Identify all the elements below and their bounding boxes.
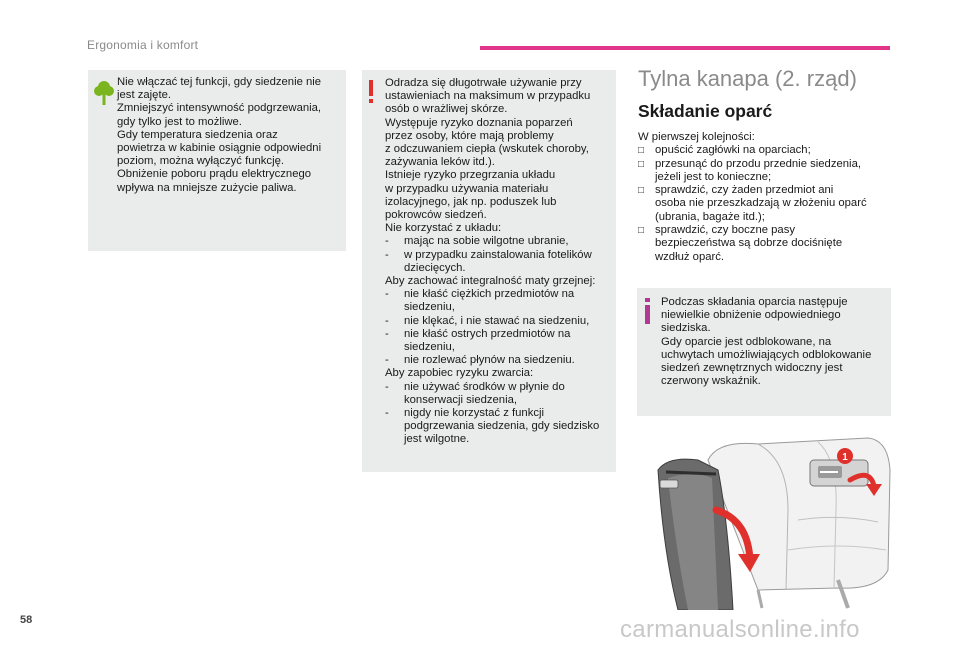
warning-text-line: Odradza się długotrwałe używanie przy: [385, 77, 582, 89]
warning-text-line: ustawieniach na maksimum w przypadku: [385, 90, 591, 103]
info-text-line: siedzeń zewnętrznych widoczny jest: [661, 362, 843, 375]
warning-list-continuation: konserwacji siedzenia,: [404, 393, 518, 406]
warning-list-item: [385, 328, 610, 341]
warning-list-text: nie kłaść ostrych przedmiotów na: [404, 327, 571, 340]
warning-list-item: [385, 381, 610, 394]
eco-text-line: Obniżenie poboru prądu elektrycznego: [117, 168, 312, 181]
checklist-continuation: jeżeli jest to konieczne;: [655, 170, 772, 183]
eco-note-box: [88, 70, 346, 251]
eco-text-line: wpływa na mniejsze zużycie paliwa.: [117, 181, 297, 194]
warning-list-continuation: siedzeniu,: [404, 301, 455, 314]
checklist-text: opuścić zagłówki na oparciach;: [655, 144, 811, 157]
warning-list-continuation: dziecięcych.: [404, 261, 466, 274]
warning-exclamation-icon: [369, 80, 373, 104]
checklist-item: [638, 158, 898, 171]
warning-text-line: Występuje ryzyko doznania poparzeń: [385, 116, 573, 129]
checklist-continuation: osoba nie przeszkadzają w złożeniu oparć: [655, 197, 867, 210]
eco-text-line: gdy tylko jest to możliwe.: [117, 115, 242, 128]
warning-text-line: osób o wrażliwej skórze.: [385, 103, 508, 116]
warning-text-line: Aby zachować integralność maty grzejnej:: [385, 275, 596, 288]
checklist-text: sprawdzić, czy żaden przedmiot ani: [655, 184, 834, 197]
header-accent-line: [480, 46, 890, 50]
eco-tree-icon: [94, 80, 114, 106]
info-text-line: Podczas składania oparcia następuje: [661, 296, 848, 308]
dash-bullet: -: [385, 354, 389, 367]
watermark: carmanualsonline.info: [620, 616, 860, 643]
page-number: 58: [20, 614, 33, 626]
checklist-item: [638, 184, 898, 197]
dash-bullet: -: [385, 248, 389, 261]
warning-text-line: zażywania leków itd.).: [385, 156, 495, 169]
checklist-continuation: wzdłuż oparć.: [655, 250, 725, 263]
body-text: [638, 131, 898, 264]
checkbox-bullet-icon: □: [638, 145, 645, 157]
info-text-line: niewielkie obniżenie odpowiedniego: [661, 309, 841, 322]
warning-list-item: [385, 288, 610, 301]
dash-bullet: -: [385, 235, 389, 248]
eco-note-text: [117, 76, 340, 195]
eco-text-line: Gdy temperatura siedzenia oraz: [117, 128, 278, 141]
warning-list-text: nie używać środków w płynie do: [404, 380, 565, 393]
info-icon: [645, 298, 650, 324]
warning-note-box: [362, 70, 616, 472]
warning-note-text: [385, 77, 610, 447]
warning-text-line: w przypadku używania materiału: [385, 182, 549, 195]
info-text-line: siedziska.: [661, 322, 711, 335]
dash-bullet: -: [385, 288, 389, 301]
info-note-text: [661, 296, 885, 388]
warning-list-continuation: podgrzewania siedzenia, gdy siedzisko: [404, 420, 600, 433]
warning-list-text: nie kłaść ciężkich przedmiotów na: [404, 288, 575, 301]
checklist-item: [638, 144, 898, 157]
warning-text-line: izolacyjnego, jak np. poduszek lub: [385, 195, 557, 208]
eco-text-line: poziom, można wyłączyć funkcję.: [117, 155, 285, 168]
checklist-item: [638, 224, 898, 237]
rear-seat-folding-illustration: [638, 430, 891, 610]
warning-text-line: pokrowców siedzeń.: [385, 209, 487, 222]
warning-list-item: [385, 354, 610, 367]
warning-list-text: mając na sobie wilgotne ubranie,: [404, 235, 569, 248]
warning-text-line: Istnieje ryzyko przegrzania układu: [385, 169, 556, 182]
checkbox-bullet-icon: □: [638, 158, 645, 170]
checklist-text: przesunąć do przodu przednie siedzenia,: [655, 157, 861, 170]
warning-text-line: Nie korzystać z układu:: [385, 222, 502, 235]
warning-list-item: [385, 235, 610, 248]
warning-list-text: w przypadku zainstalowania fotelików: [404, 248, 592, 261]
section-title: Tylna kanapa (2. rząd): [638, 66, 857, 91]
warning-list-text: nie rozlewać płynów na siedzeniu.: [404, 354, 575, 367]
warning-text-line: Aby zapobiec ryzyku zwarcia:: [385, 367, 534, 380]
callout-number: 1: [842, 452, 848, 463]
warning-list-text: nigdy nie korzystać z funkcji: [404, 407, 545, 420]
checklist-continuation: bezpieczeństwa są dobrze dociśnięte: [655, 237, 843, 250]
eco-text-line: Zmniejszyć intensywność podgrzewania,: [117, 102, 322, 115]
info-text-line: Gdy oparcie jest odblokowane, na: [661, 335, 832, 348]
checkbox-bullet-icon: □: [638, 185, 645, 197]
dash-bullet: -: [385, 407, 389, 420]
checklist-continuation: (ubrania, bagaże itd.);: [655, 210, 765, 223]
info-text-line: uchwytach umożliwiających odblokowanie: [661, 348, 872, 361]
warning-text-line: z odczuwaniem ciepła (wskutek choroby,: [385, 143, 589, 156]
body-intro: W pierwszej kolejności:: [638, 131, 755, 143]
checklist-text: sprawdzić, czy boczne pasy: [655, 224, 796, 237]
warning-list-item: [385, 249, 610, 262]
eco-text-line: Nie włączać tej funkcji, gdy siedzenie nie: [117, 76, 322, 88]
subsection-title: Składanie oparć: [638, 101, 773, 121]
eco-text-line: powietrza w kabinie osiągnie odpowiedni: [117, 142, 322, 155]
warning-list-item: [385, 315, 610, 328]
info-note-box: [637, 288, 891, 416]
checklist: [638, 144, 898, 264]
dash-bullet: -: [385, 314, 389, 327]
eco-text-line: jest zajęte.: [117, 89, 172, 102]
info-text-line: czerwony wskaźnik.: [661, 375, 761, 388]
warning-list-item: [385, 407, 610, 420]
warning-text-line: przez osoby, które mają problemy: [385, 129, 554, 142]
dash-bullet: -: [385, 327, 389, 340]
warning-list-continuation: jest wilgotne.: [404, 433, 470, 446]
checkbox-bullet-icon: □: [638, 225, 645, 237]
warning-list-text: nie klękać, i nie stawać na siedzeniu,: [404, 314, 590, 327]
dash-bullet: -: [385, 380, 389, 393]
header-title: Ergonomia i komfort: [87, 38, 199, 52]
warning-list-continuation: siedzeniu,: [404, 341, 455, 354]
